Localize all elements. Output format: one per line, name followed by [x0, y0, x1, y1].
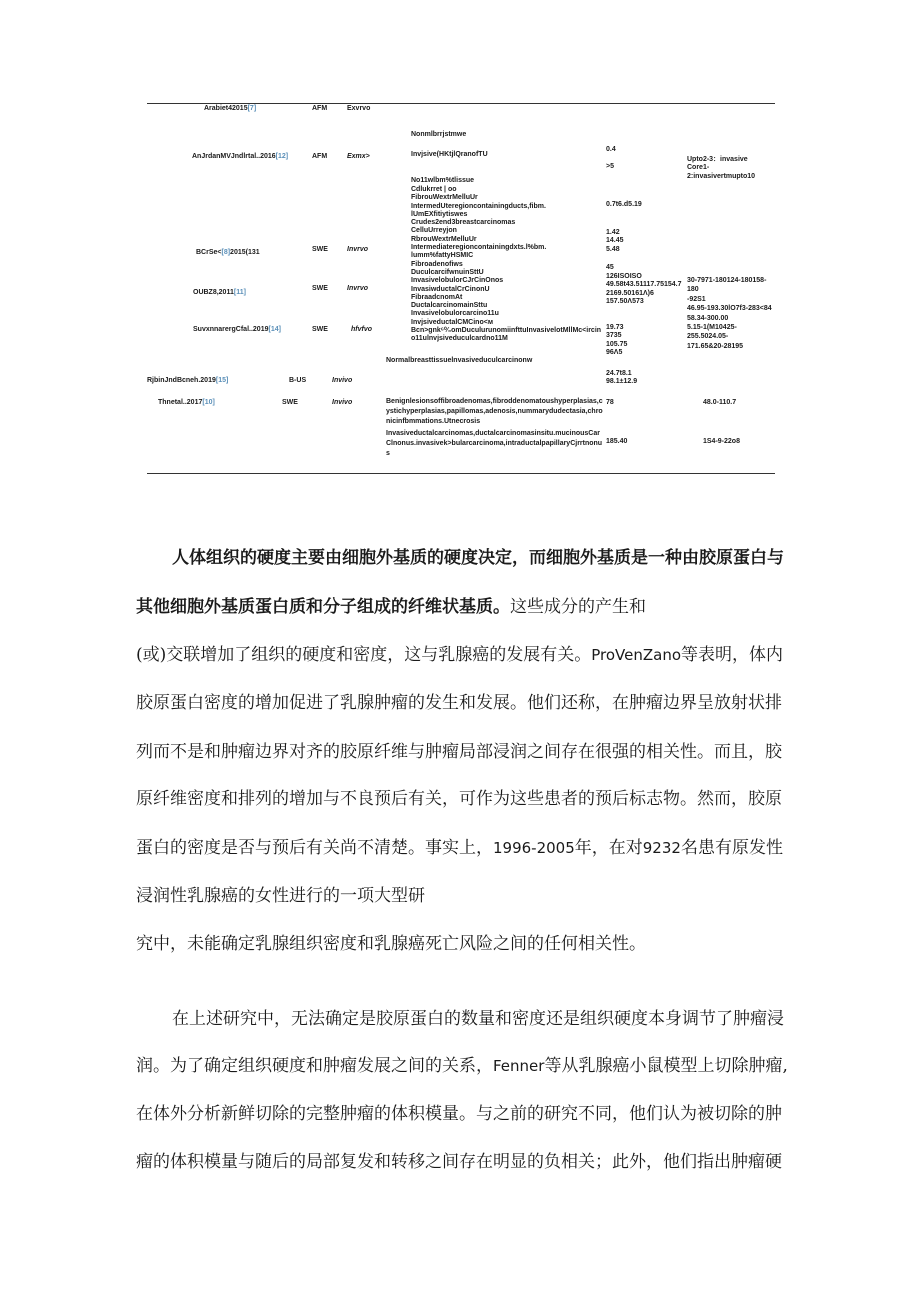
range-cell: 48.0-110.7 [703, 399, 737, 406]
study-name: BCrSe< [196, 249, 222, 256]
reference-link[interactable]: [15] [215, 377, 229, 384]
tissue-block: Benignlesionsoffibroadenomas,fibroddenomatoushyperplasias,c ystichyperplasias,papillomas,adenosis,nummarydudectasia,chro nicinfbmmations.Utnecrosis Invasiveductalcarcinomas,ductalcarcinomasinsitu.mucinousCar Clnonus.invasivek>bularcarcinoma,intraductalpapillaryCjrrtnonu s [386, 398, 603, 457]
study-name: AnJrdanMVJndlrtal..2016 [192, 153, 276, 160]
value-block: 1.42 14.45 5.48 [606, 229, 624, 253]
tissue-cell: No11wlbm%tlissue [411, 177, 475, 184]
range-cell: 1S4-9-22o8 [703, 438, 740, 445]
paragraph-line: 浸润性乳腺癌的女性进行的一项大型研 [136, 886, 425, 906]
paragraph-line: 蛋白的密度是否与预后有关尚不清楚。事实上，1996-2005年，在对9232名患有原发性 [136, 838, 783, 858]
value-cell: 78 [606, 399, 614, 406]
model-cell: Invrvo [347, 246, 369, 253]
reference-link[interactable]: [12] [275, 153, 289, 160]
paragraph-line: 在体外分析新鲜切除的完整肿瘤的体积模量。与之前的研究不同，他们认为被切除的肿 [136, 1104, 782, 1124]
method-cell: AFM [312, 105, 328, 112]
tissue-cell: Normalbreasttissuelnvasiveduculcarcinonw [386, 357, 533, 364]
study-name: Arabiet42015 [204, 105, 248, 112]
body-text [136, 0, 790, 1301]
reference-link[interactable]: [7] [247, 105, 257, 112]
study-suffix: 2015(131 [230, 249, 260, 256]
model-cell: Invivo [332, 377, 353, 384]
study-name: OUBZ8,2011 [193, 289, 234, 296]
model-cell: Exmx> [347, 153, 370, 160]
paragraph-line: 人体组织的硬度主要由细胞外基质的硬度决定，而细胞外基质是一种由胶原蛋白与 [172, 548, 784, 568]
value-block: 24.7t8.1 98.1±12.9 [606, 370, 638, 386]
study-name: Thnetal..2017 [158, 399, 203, 406]
model-cell: Exvrvo [347, 105, 371, 112]
paragraph-line: 在上述研究中，无法确定是胶原蛋白的数量和密度还是组织硬度本身调节了肿瘤浸 [172, 1009, 784, 1029]
range-cell: Upto2-3：invasive Core1- 2:invasivertmupto10 [687, 156, 756, 180]
tissue-cell: Invjsive(HKtjlQranofTU [411, 151, 488, 158]
paragraph-line: 列而不是和肿瘤边界对齐的胶原纤维与肿瘤局部浸润之间存在很强的相关性。而且，胶 [136, 742, 782, 762]
method-cell: AFM [312, 153, 328, 160]
method-cell: SWE [312, 246, 328, 253]
paragraph-line: 原纤维密度和排列的增加与不良预后有关，可作为这些患者的预后标志物。然而，胶原 [136, 789, 782, 809]
paragraph-line: 润。为了确定组织硬度和肿瘤发展之间的关系，Fenner等从乳腺癌小鼠模型上切除肿瘤, [136, 1056, 788, 1076]
value-cell: 185.40 [606, 438, 628, 445]
method-cell: B-US [289, 377, 307, 384]
model-cell: hfvfvo [351, 326, 372, 333]
method-cell: SWE [282, 399, 298, 406]
reference-link[interactable]: [14] [268, 326, 281, 333]
range-block: 30-7971-180124-180158- 180 -92S1 46.95-193.30lO7f3-283<84 58.34-300.00 5.15-1(M10425- 255.5024.05- 171.65&20-28195 [687, 277, 772, 350]
study-name: RjbinJndBcneh.2019 [147, 377, 216, 384]
paragraph-line: (或)交联增加了组织的硬度和密度，这与乳腺癌的发展有关。ProVenZano等表明，体内 [136, 645, 784, 665]
value-cell: 0.4 [606, 146, 616, 153]
reference-link[interactable]: [10] [202, 399, 215, 406]
study-name: SuvxnnarergCfal..2019 [193, 326, 269, 333]
method-cell: SWE [312, 285, 328, 292]
value-cell: >5 [606, 163, 614, 170]
tissue-cell: Nonmlbrrjstmwe [411, 131, 467, 138]
method-cell: SWE [312, 326, 328, 333]
paragraph-line: 瘤的体积模量与随后的局部复发和转移之间存在明显的负相关；此外，他们指出肿瘤硬 [136, 1152, 782, 1172]
model-cell: Invrvo [347, 285, 369, 292]
reference-link[interactable]: [11] [233, 289, 246, 296]
paragraph-line: 究中，未能确定乳腺组织密度和乳腺癌死亡风险之间的任何相关性。 [136, 934, 646, 954]
model-cell: Invivo [332, 399, 353, 406]
paragraph-line: 胶原蛋白密度的增加促进了乳腺肿瘤的发生和发展。他们还称，在肿瘤边界呈放射状排 [136, 693, 782, 713]
value-block: 45 126ISOISO 49.58t43.51117.75154.7 2169.50161Λ)6 157.50Λ573 [606, 264, 682, 306]
value-block: 19.73 3735 105.75 96Λ5 [606, 324, 628, 356]
tissue-block: Cdlukrret | oo FibrouWextrMelluUr IntermedUteregioncontainingducts,fibm. lUmEXfitiytiswes Crudes2end3breastcarcinomas CelluUrreyjon RbrouWextrMelluUr Intermediateregioncontainingdxts.l%bm. lumm%fattyHSMIC Fibroadenofiws DuculcarcifwnuinSttU InvasivelobulorCJrCinOnos InvasiwductalCrCinonU FibraadcnomAt DuctalcarcinomainSttu Invasivelobulorcarcino11u InvjsiveductalCMCino<м Bcn>gnk⁶⁰⁄₀omDuculurunomiinfttuInvasivelotMllMc<ircin o11ulnvjsiveduculcardno11M [411, 186, 602, 343]
reference-link[interactable]: [8] [221, 249, 231, 256]
value-cell: 0.7t6.d5.19 [606, 201, 642, 208]
paragraph-line: 其他细胞外基质蛋白质和分子组成的纤维状基质。这些成分的产生和 [136, 597, 646, 617]
